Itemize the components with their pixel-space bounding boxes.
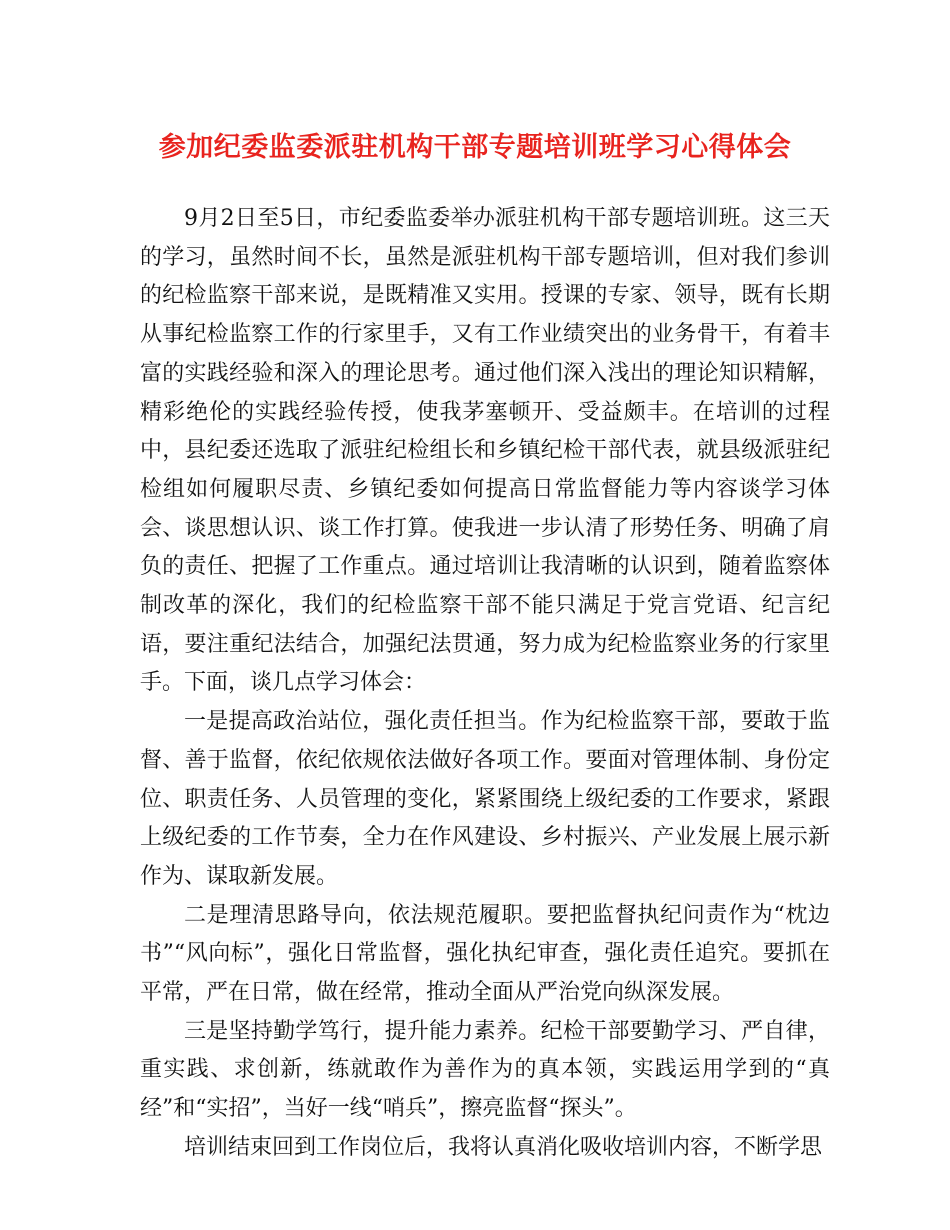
paragraph-closing: 培训结束回到工作岗位后，我将认真消化吸收培训内容，不断学思 <box>184 1134 823 1160</box>
paragraph-point-three: 三是坚持勤学笃行，提升能力素养。纪检干部要勤学习、严自律，重实践、求创新，练就敢作为善作为的真本领，实践运用学到的“真经”和“实招”，当好一线“哨兵”，擦亮监督“探头”。 <box>140 1018 830 1122</box>
paragraph-point-one: 一是提高政治站位，强化责任担当。作为纪检监察干部，要敢于监督、善于监督，依纪依规依法做好各项工作。要面对管理体制、身份定位、职责任务、人员管理的变化，紧紧围绕上级纪委的工作要求，紧跟上级纪委的工作节奏，全力在作风建设、乡村振兴、产业发展上展示新作为、谋取新发展。 <box>140 709 830 889</box>
paragraph-point-two: 二是理清思路导向，依法规范履职。要把监督执纪问责作为“枕边书”“风向标”，强化日常监督，强化执纪审查，强化责任追究。要抓在平常，严在日常，做在经常，推动全面从严治党向纵深发展。 <box>140 902 830 1006</box>
document-title: 参加纪委监委派驻机构干部专题培训班学习心得体会 <box>158 132 792 163</box>
document-body <box>140 200 830 1168</box>
paragraph-intro: 9月2日至5日，市纪委监委举办派驻机构干部专题培训班。这三天的学习，虽然时间不长，虽然是派驻机构干部专题培训，但对我们参训的纪检监察干部来说，是既精准又实用。授课的专家、领导，既有长期从事纪检监察工作的行家里手，又有工作业绩突出的业务骨干，有着丰富的实践经验和深入的理论思考。通过他们深入浅出的理论知识精解，精彩绝伦的实践经验传授，使我茅塞顿开、受益颇丰。在培训的过程中，县纪委还选取了派驻纪检组长和乡镇纪检干部代表，就县级派驻纪检组如何履职尽责、乡镇纪委如何提高日常监督能力等内容谈学习体会、谈思想认识、谈工作打算。使我进一步认清了形势任务、明确了肩负的责任、把握了工作重点。通过培训让我清晰的认识到，随着监察体制改革的深化，我们的纪检监察干部不能只满足于党言党语、纪言纪语，要注重纪法结合，加强纪法贯通，努力成为纪检监察业务的行家里手。下面，谈几点学习体会： <box>140 206 830 696</box>
